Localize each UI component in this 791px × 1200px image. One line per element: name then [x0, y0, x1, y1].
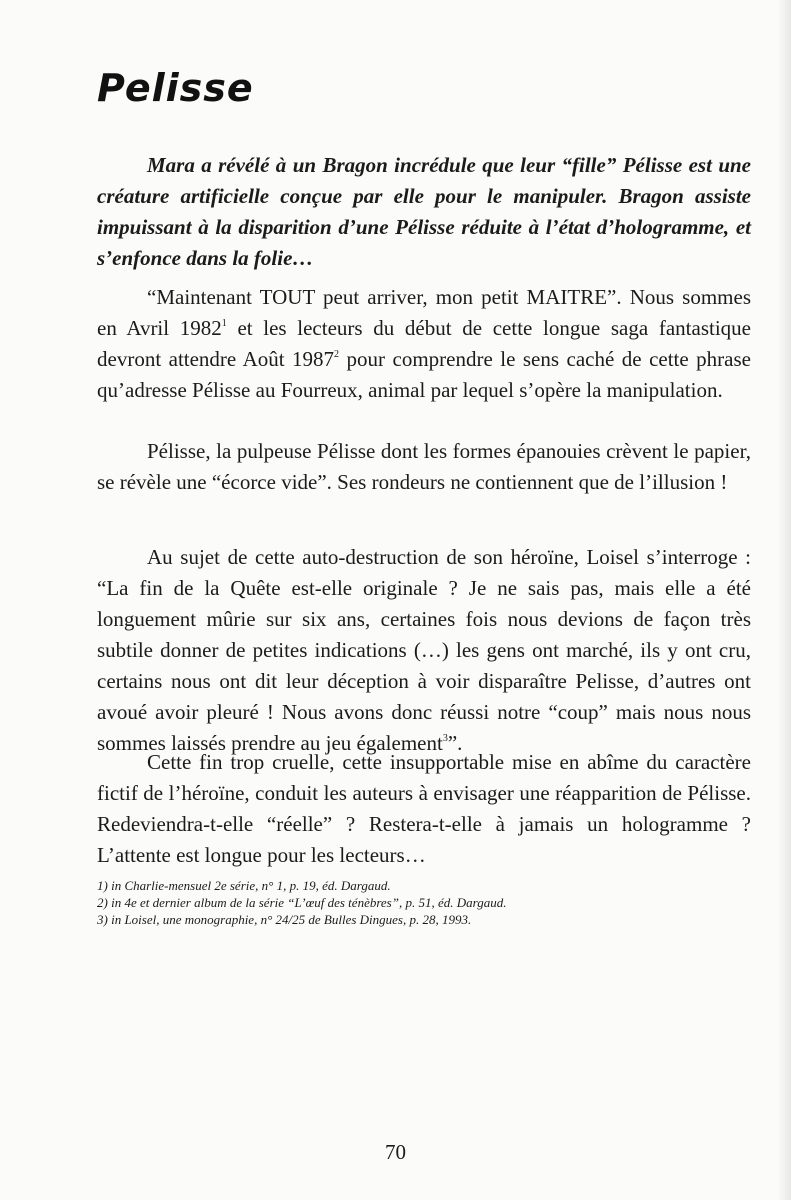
- intro-paragraph: Mara a révélé à un Bragon incrédule que leur “fille” Pélisse est une créature artificielle conçue par elle pour le manipuler. Bragon assiste impuissant à la disparition d’une Pélisse réduite à l’état d’hologramme, et s’enfonce dans la folie…: [97, 153, 751, 270]
- p1-text-a: “Maintenant TOUT peut arriver, mon petit MAITRE”. Nous sommes en Avril 1982: [97, 285, 751, 340]
- footnote-1: 1) in Charlie-mensuel 2e série, n° 1, p. 19, éd. Dargaud.: [97, 878, 391, 893]
- body-paragraph-3: [97, 542, 751, 759]
- footnote-ref-1: 1: [221, 318, 227, 329]
- footnote-3: 3) in Loisel, une monographie, n° 24/25 de Bulles Dingues, p. 28, 1993.: [97, 912, 472, 927]
- page-title: Pelisse: [97, 66, 254, 110]
- p3-text-b: ”.: [447, 731, 463, 755]
- body-paragraph-4: Cette fin trop cruelle, cette insupportable mise en abîme du caractère fictif de l’héroïne, conduit les auteurs à envisager une réapparition de Pélisse. Redeviendra-t-elle “réelle” ? Restera-t-elle à jamais un hologramme ? L’attente est longue pour les lecteurs…: [97, 750, 751, 867]
- p3-text-a: Au sujet de cette auto-destruction de son héroïne, Loisel s’interroge : “La fin de la Quête est-elle originale ? Je ne sais pas, mais elle a été longuement mûrie sur six ans, certaines fois nous devions de façon très subtile donner de petites indications (…) les gens ont marché, ils y ont cru, certains nous ont dit leur déception à voir disparaître Pelisse, d’autres ont avoué avoir pleuré ! Nous avons donc réussi notre “coup” mais nous nous sommes laissés prendre au jeu également: [97, 545, 751, 755]
- p1-text-c: pour comprendre le sens caché de cette phrase qu’adresse Pélisse au Fourreux, animal par lequel s’opère la manipulation.: [97, 347, 751, 402]
- footnote-ref-2: 2: [334, 349, 340, 360]
- body-paragraph-2: Pélisse, la pulpeuse Pélisse dont les formes épanouies crèvent le papier, se révèle une “écorce vide”. Ses rondeurs ne contiennent que de l’illusion !: [97, 439, 751, 494]
- page-edge-shadow: [777, 0, 791, 1200]
- p1-text-b: et les lecteurs du début de cette longue saga fantastique devront attendre Août 1987: [97, 316, 751, 371]
- footnotes: [97, 877, 751, 928]
- footnote-ref-3: 3: [442, 733, 448, 744]
- page-number: 70: [385, 1140, 406, 1164]
- body-paragraph-1: [97, 282, 751, 406]
- footnote-2: 2) in 4e et dernier album de la série “L’œuf des ténèbres”, p. 51, éd. Dargaud.: [97, 895, 507, 910]
